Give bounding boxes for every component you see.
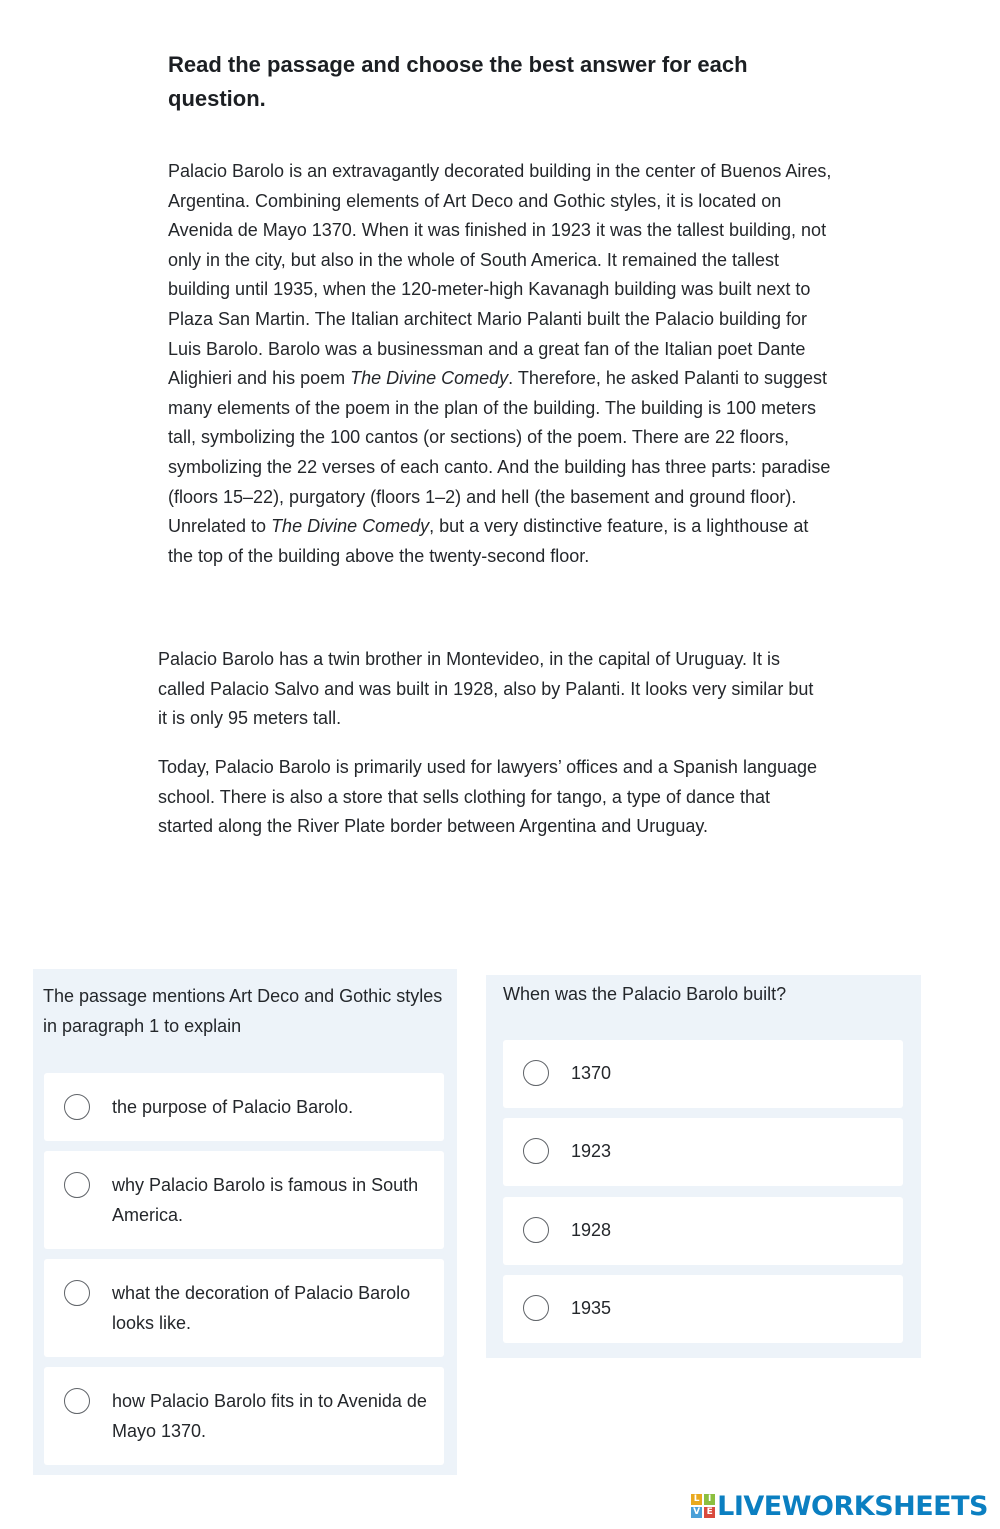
answer-option-label: why Palacio Barolo is famous in South America. [112, 1175, 419, 1225]
answer-option[interactable] [44, 1259, 444, 1357]
answer-option[interactable] [503, 1197, 903, 1265]
radio-button[interactable] [523, 1138, 549, 1164]
answer-option[interactable] [503, 1040, 903, 1108]
question-card-1 [33, 969, 457, 1475]
radio-button[interactable] [64, 1172, 90, 1198]
answer-option[interactable] [503, 1118, 903, 1186]
passage-paragraph-3: Today, Palacio Barolo is primarily used for lawyers’ offices and a Spanish language school. There is also a store that sells clothing for tango, a type of dance that started along the River Plate border between Argentina and Uruguay. [158, 757, 818, 837]
question-prompt: The passage mentions Art Deco and Gothic styles in paragraph 1 to explain [43, 986, 443, 1036]
logo-mark-cell: E [704, 1507, 715, 1518]
liveworksheets-logo[interactable] [691, 1489, 988, 1523]
radio-button[interactable] [64, 1280, 90, 1306]
logo-mark-icon [691, 1494, 715, 1518]
answer-option-label: 1370 [571, 1063, 612, 1083]
question-card-2 [486, 975, 921, 1358]
radio-button[interactable] [64, 1094, 90, 1120]
answer-option[interactable] [44, 1367, 444, 1465]
passage-text: . Therefore, he asked Palanti to suggest many elements of the poem in the plan of the building. The building is 100 meters tall, symbolizing the 100 cantos (or sections) of the poem. There are 22 floors, symbolizing the 22 verses of each canto. And the building has three parts: paradise (floors 15–22), purgatory (floors 1–2) and hell (the basement and ground floor). Unrelated to [168, 368, 831, 537]
logo-mark-cell: I [704, 1494, 715, 1505]
answer-option[interactable] [44, 1151, 444, 1249]
radio-button[interactable] [523, 1295, 549, 1321]
logo-mark-cell: L [691, 1494, 702, 1505]
answer-option-label: the purpose of Palacio Barolo. [112, 1097, 354, 1117]
answer-option-label: 1935 [571, 1298, 612, 1318]
answer-option[interactable] [44, 1073, 444, 1141]
instructions-heading: Read the passage and choose the best answer for each question. [168, 52, 748, 111]
logo-text: LIVEWORKSHEETS [717, 1490, 988, 1522]
answer-option-label: 1928 [571, 1220, 612, 1240]
answer-option-label: what the decoration of Palacio Barolo looks like. [112, 1283, 411, 1333]
radio-button[interactable] [523, 1217, 549, 1243]
logo-mark-cell: V [691, 1507, 702, 1518]
radio-button[interactable] [523, 1060, 549, 1086]
answer-option-label: how Palacio Barolo fits in to Avenida de Mayo 1370. [112, 1391, 427, 1441]
answer-option-label: 1923 [571, 1141, 612, 1161]
passage-paragraph-1 [168, 157, 836, 571]
passage-paragraph-2: Palacio Barolo has a twin brother in Montevideo, in the capital of Uruguay. It is called Palacio Salvo and was built in 1928, also by Palanti. It looks very similar but it is only 95 meters tall. [158, 649, 814, 729]
poem-title: The Divine Comedy [350, 368, 509, 389]
question-prompt: When was the Palacio Barolo built? [503, 984, 787, 1004]
passage-text: Palacio Barolo is an extravagantly decorated building in the center of Buenos Aires, Argentina. Combining elements of Art Deco and Gothic styles, it is located on Avenida de Mayo 1370. When it was finished in 1923 it was the tallest building, not only in the city, but also in the whole of South America. It remained the tallest building until 1935, when the 120-meter-high Kavanagh building was built next to Plaza San Martin. The Italian architect Mario Palanti built the Palacio building for Luis Barolo. Barolo was a businessman and a great fan of the Italian poet Dante Alighieri and his poem [168, 161, 832, 389]
passage-text: , but a very distinctive feature, is a lighthouse at the top of the building above the twenty-second floor. [168, 516, 809, 566]
poem-title: The Divine Comedy [271, 516, 430, 537]
answer-option[interactable] [503, 1275, 903, 1343]
radio-button[interactable] [64, 1388, 90, 1414]
